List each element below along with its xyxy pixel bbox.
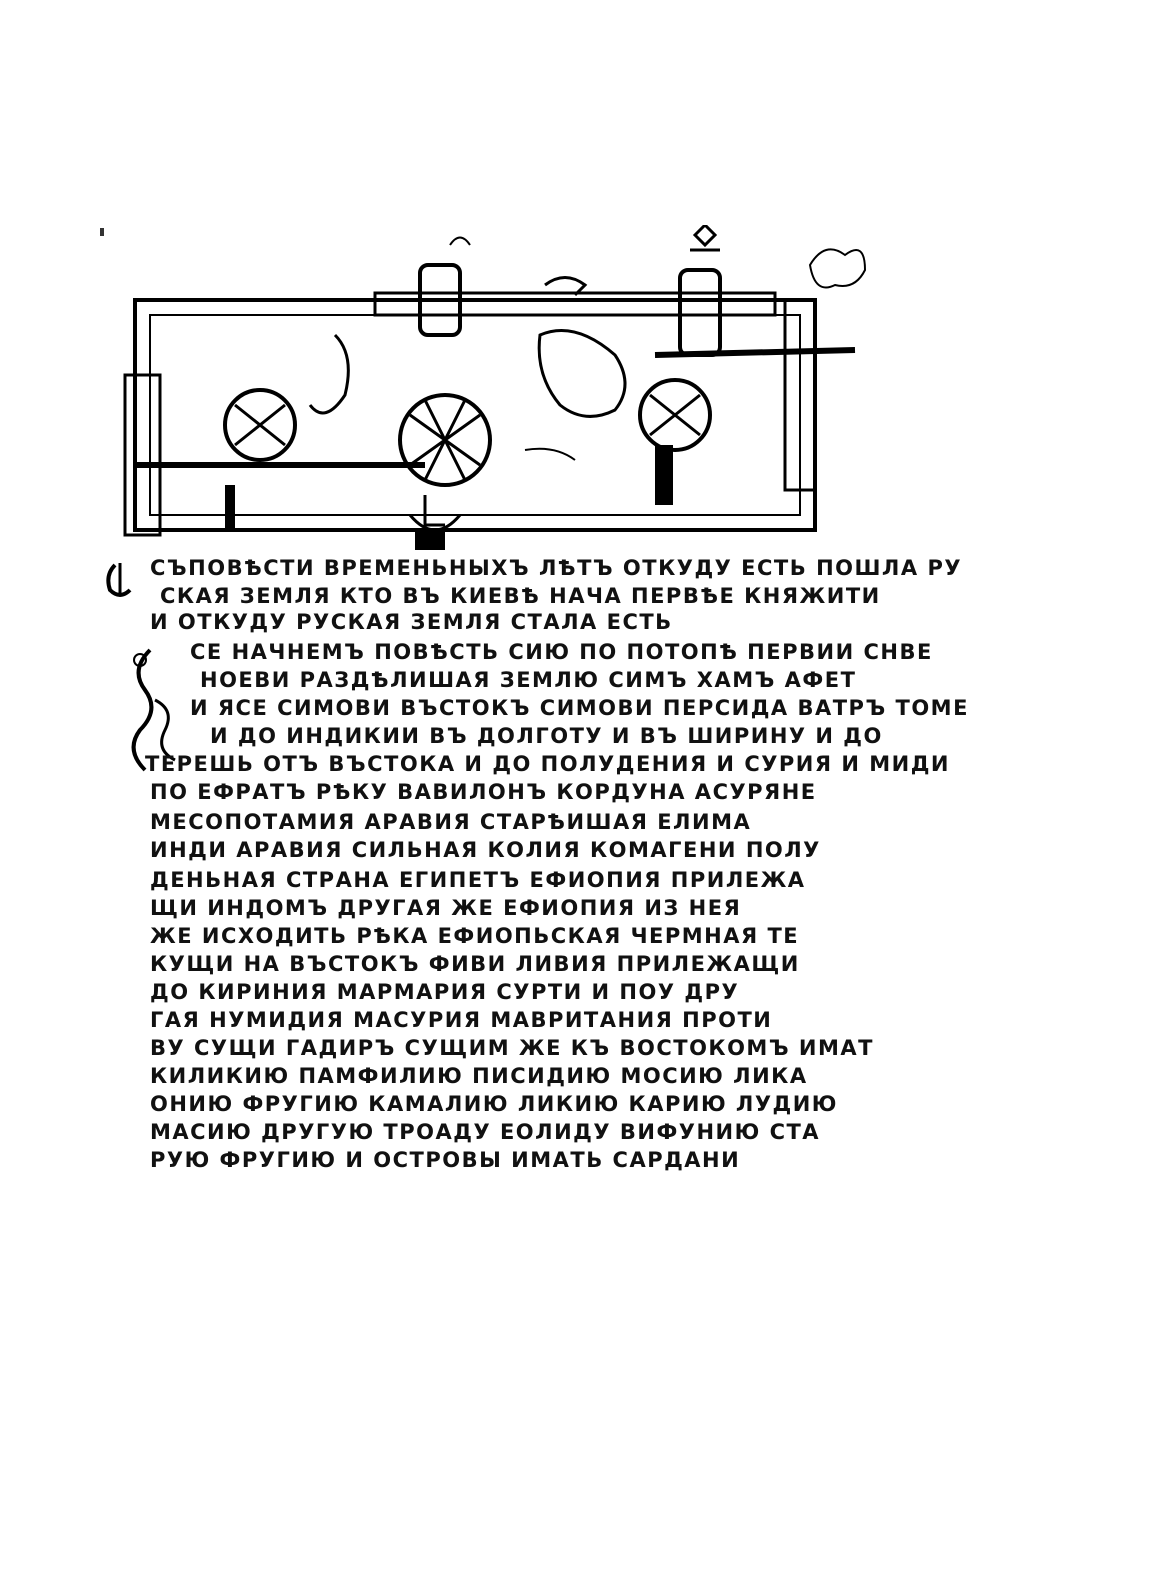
text-line: ВУ СУЩИ ГАДИРЪ СУЩИМ ЖЕ КЪ ВОСТОКОМЪ ИМАТ	[150, 1036, 874, 1060]
text-line: МЕСОПОТАМИЯ АРАВИЯ СТАРѢИШАЯ ЕЛИМА	[150, 810, 752, 834]
text-line: СЪПОВѢСТИ ВРЕМЕНЬНЫХЪ ЛѢТЪ ОТКУДУ ЕСТЬ ПОШЛА РУ	[150, 556, 963, 580]
text-line: И ДО ИНДИКИИ ВЪ ДОЛГОТУ И ВЪ ШИРИНУ И ДО	[210, 724, 883, 748]
text-line: ДО КИРИНИЯ МАРМАРИЯ СУРТИ И ПОУ ДРУ	[150, 980, 740, 1004]
text-line: СКАЯ ЗЕМЛЯ КТО ВЪ КИЕВѢ НАЧА ПЕРВѢЕ КНЯЖИТИ	[160, 584, 881, 608]
ornamental-headpiece	[95, 225, 875, 555]
text-line: ОНИЮ ФРУГИЮ КАМАЛИЮ ЛИКИЮ КАРИЮ ЛУДИЮ	[150, 1092, 838, 1116]
text-line: ДЕНЬНАЯ СТРАНА ЕГИПЕТЪ ЕФИОПИЯ ПРИЛЕЖА	[150, 868, 806, 892]
text-line: СЕ НАЧНЕМЪ ПОВѢСТЬ СИЮ ПО ПОТОПѢ ПЕРВИИ СНВЕ	[190, 640, 933, 664]
text-line: ЩИ ИНДОМЪ ДРУГАЯ ЖЕ ЕФИОПИЯ ИЗ НЕЯ	[150, 896, 742, 920]
text-line: ПО ЕФРАТЪ РѢКУ ВАВИЛОНЪ КОРДУНА АСУРЯНЕ	[150, 780, 817, 804]
text-line: РУЮ ФРУГИЮ И ОСТРОВЫ ИМАТЬ САРДАНИ	[150, 1148, 741, 1172]
text-line: МАСИЮ ДРУГУЮ ТРОАДУ ЕОЛИДУ ВИФУНИЮ СТА	[150, 1120, 821, 1144]
text-line: И ЯСЕ СИМОВИ ВЪСТОКЪ СИМОВИ ПЕРСИДА ВАТРЪ ТОМЕ	[190, 696, 969, 720]
text-line: НОЕВИ РАЗДѢЛИШАЯ ЗЕМЛЮ СИМЪ ХАМЪ АФЕТ	[200, 668, 857, 692]
text-line: ГАЯ НУМИДИЯ МАСУРИЯ МАВРИТАНИЯ ПРОТИ	[150, 1008, 773, 1032]
text-line: ТЕРЕШЬ ОТЪ ВЪСТОКА И ДО ПОЛУДЕНИЯ И СУРИЯ И МИДИ	[145, 752, 951, 776]
text-line: КИЛИКИЮ ПАМФИЛИЮ ПИСИДИЮ МОСИЮ ЛИКА	[150, 1064, 808, 1088]
text-line: ИНДИ АРАВИЯ СИЛЬНАЯ КОЛИЯ КОМАГЕНИ ПОЛУ	[150, 838, 821, 862]
text-line: ЖЕ ИСХОДИТЬ РѢКА ЕФИОПЬСКАЯ ЧЕРМНАЯ ТЕ	[150, 924, 800, 948]
text-line: И ОТКУДУ РУСКАЯ ЗЕМЛЯ СТАЛА ЕСТЬ	[150, 610, 673, 634]
frame-outer	[135, 300, 815, 530]
text-line: КУЩИ НА ВЪСТОКЪ ФИВИ ЛИВИЯ ПРИЛЕЖАЩИ	[150, 952, 800, 976]
